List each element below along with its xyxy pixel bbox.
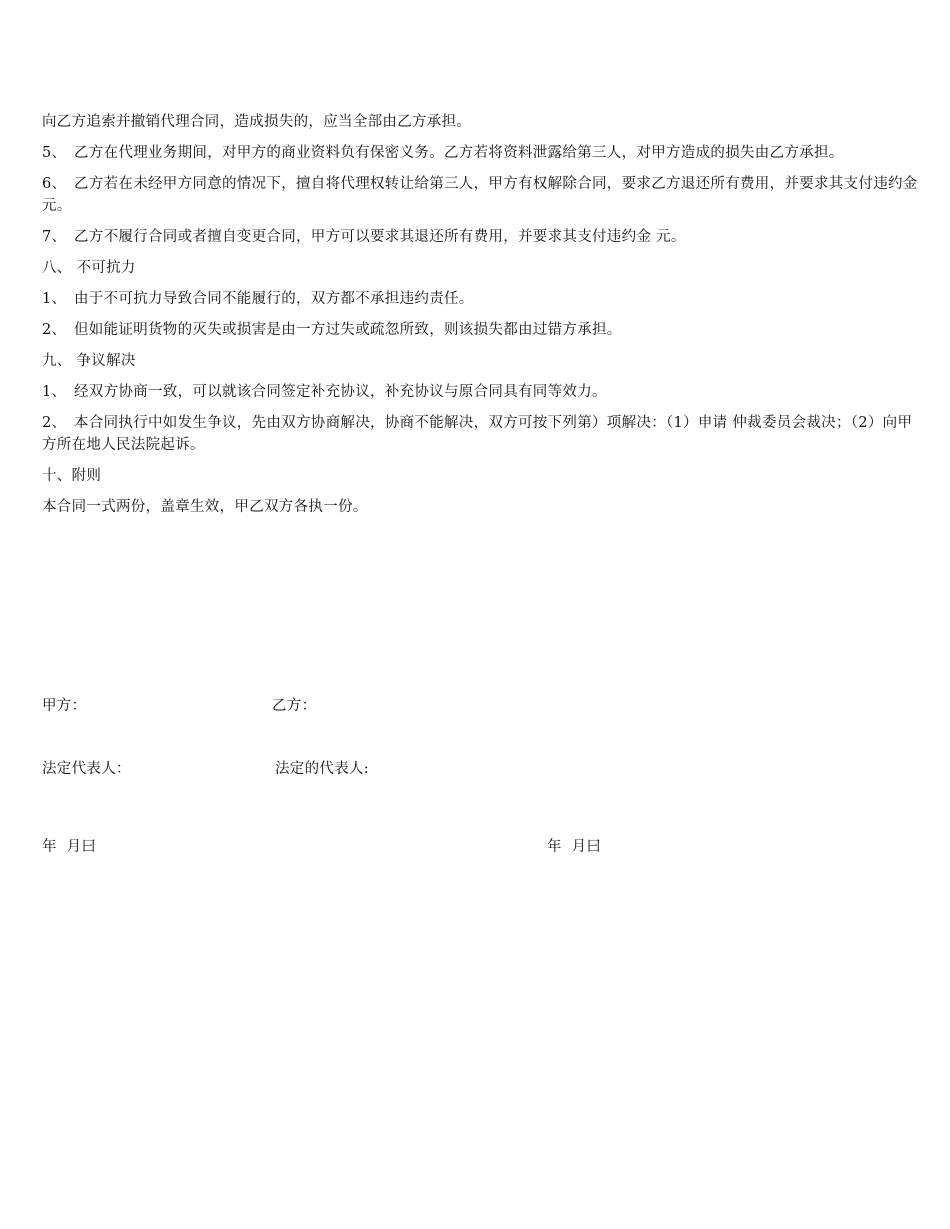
clause-text: 乙方若在未经甲方同意的情况下，擅自将代理权转让给第三人，甲方有权解除合同，要求乙方退还所有费用，并要求其支付违约金 元。 [42,176,918,214]
contract-clause [42,173,920,217]
party-a-representative-label: 法定代表人： [42,761,131,777]
clause-number: 6、 [42,176,67,192]
contract-clause [42,319,920,341]
clause-text: 本合同执行中如发生争议，先由双方协商解决，协商不能解决，双方可按下列第）项解决：（1）申请 仲裁委员会裁决；（2）向甲方所在地人民法院起诉。 [42,415,913,453]
section-heading-text: 十、附则 [42,468,102,484]
clause-number: 2、 [42,415,67,431]
party-b-label: 乙方： [272,698,317,714]
section-heading [42,465,920,487]
clause-number: 1、 [42,291,67,307]
party-b-representative-label: 法定的代表人: [275,761,369,777]
contract-body [42,111,920,527]
clause-text: 经双方协商一致，可以就该合同签定补充协议，补充协议与原合同具有同等效力。 [74,384,607,400]
contract-clause [42,412,920,456]
contract-clause [42,142,920,164]
section-heading-text: 八、 不可抗力 [42,260,136,276]
party-a-label: 甲方： [42,698,87,714]
contract-clause [42,381,920,403]
clause-text: 但如能证明货物的灭失或损害是由一方过失或疏忽所致，则该损失都由过错方承担。 [74,322,622,338]
section-heading-text: 九、 争议解决 [42,353,136,369]
section-heading [42,257,920,279]
clause-number: 2、 [42,322,67,338]
contract-clause [42,288,920,310]
contract-clause [42,226,920,248]
clause-text: 乙方不履行合同或者擅自变更合同，甲方可以要求其退还所有费用，并要求其支付违约金 元。 [74,229,686,245]
section-heading [42,350,920,372]
clause-number: 7、 [42,229,67,245]
clause-text: 由于不可抗力导致合同不能履行的，双方都不承担违约责任。 [74,291,474,307]
clause-number: 5、 [42,145,67,161]
contract-paragraph [42,496,920,518]
contract-paragraph [42,111,920,133]
clause-number: 1、 [42,384,67,400]
party-a-date: 年 月曰 [42,839,97,855]
paragraph-text: 向乙方追索并撤销代理合同，造成损失的，应当全部由乙方承担。 [42,114,472,130]
paragraph-text: 本合同一式两份，盖章生效，甲乙双方各执一份。 [42,499,368,515]
party-b-date: 年 月曰 [547,839,602,855]
clause-text: 乙方在代理业务期间，对甲方的商业资料负有保密义务。乙方若将资料泄露给第三人，对甲方造成的损失由乙方承担。 [74,145,844,161]
